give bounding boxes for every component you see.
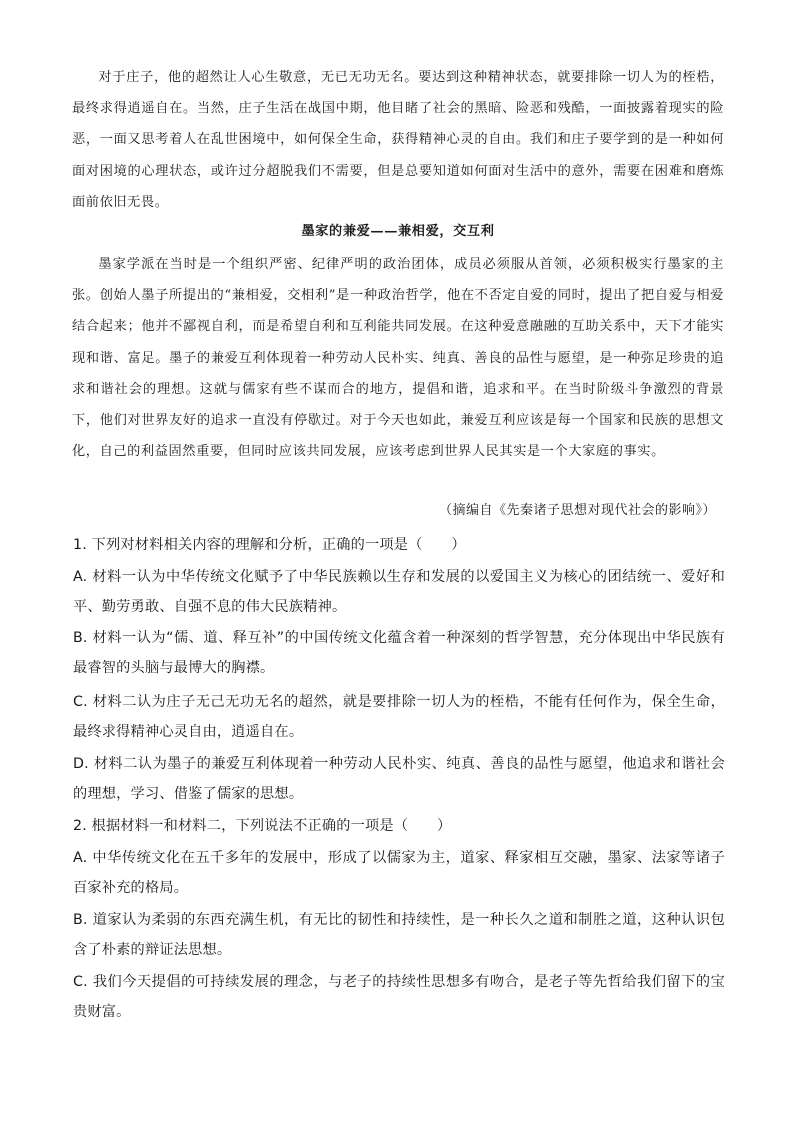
question-1-option-b: B. 材料一认为“儒、道、释互补”的中国传统文化蕴含着一种深刻的哲学智慧，充分体现出中华民族有最睿智的头脑与最博大的胸襟。 — [73, 630, 725, 677]
question-2-option-a: A. 中华传统文化在五千多年的发展中，形成了以儒家为主，道家、释家相互交融，墨家、法家等诸子百家补充的格局。 — [73, 850, 725, 897]
question-2-option-b: B. 道家认为柔弱的东西充满生机，有无比的韧性和持续性，是一种长久之道和制胜之道，这种认识包含了朴素的辩证法思想。 — [73, 912, 725, 959]
source-citation: （摘编自《先秦诸子思想对现代社会的影响》） — [438, 503, 716, 518]
zhuangzi-paragraph: 对于庄子，他的超然让人心生敬意，无已无功无名。要达到这种精神状态，就要排除一切人为的桎梏，最终求得逍遥自在。当然，庄子生活在战国中期，他目睹了社会的黑暗、险恶和残酷，一面披露着现实的险恶，一面又思考着人在乱世困境中，如何保全生命，获得精神心灵的自由。我们和庄子要学到的是一种如何面对困境的心理状态，或许过分超脱我们不需要，但是总要知道如何面对生活中的意外，需要在困难和磨炼面前依旧无畏。 — [72, 70, 724, 210]
question-1-option-d: D. 材料二认为墨子的兼爱互利体现着一种劳动人民朴实、纯真、善良的品性与愿望，他追求和谐社会的理想，学习、借鉴了儒家的思想。 — [73, 756, 725, 803]
question-1-option-a: A. 材料一认为中华传统文化赋予了中华民族赖以生存和发展的以爱国主义为核心的团结统一、爱好和平、勤劳勇敢、自强不息的伟大民族精神。 — [73, 569, 725, 616]
question-1-option-c: C. 材料二认为庄子无己无功无名的超然，就是要排除一切人为的桎梏，不能有任何作为，保全生命，最终求得精神心灵自由，逍遥自在。 — [73, 694, 725, 741]
question-2-stem: 2. 根据材料一和材料二，下列说法不正确的一项是（ ） — [73, 818, 452, 834]
mohist-paragraph: 墨家学派在当时是一个组织严密、纪律严明的政治团体，成员必须服从首领，必须积极实行墨家的主张。创始人墨子所提出的“兼相爱，交相利”是一种政治哲学，他在不否定自爱的同时，提出了把自爱与相爱结合起来；他并不鄙视自利，而是希望自利和互利能共同发展。在这种爱意融融的互助关系中，天下才能实现和谐、富足。墨子的兼爱互利体现着一种劳动人民朴实、纯真、善良的品性与愿望，是一种弥足珍贵的追求和谐社会的理想。这就与儒家有些不谋而合的地方，提倡和谐，追求和平。在当时阶级斗争激烈的背景下，他们对世界友好的追求一直没有停歇过。对于今天也如此，兼爱互利应该是每一个国家和民族的思想文化，自己的利益固然重要，但同时应该共同发展，应该考虑到世界人民其实是一个大家庭的事实。 — [72, 257, 724, 460]
mohist-section-heading: 墨家的兼爱——兼相爱，交互利 — [301, 224, 495, 239]
question-1-stem: 1. 下列对材料相关内容的理解和分析，正确的一项是（ ） — [73, 537, 466, 553]
question-2-option-c: C. 我们今天提倡的可持续发展的理念，与老子的持续性思想多有吻合，是老子等先哲给我们留下的宝贵财富。 — [73, 974, 725, 1021]
